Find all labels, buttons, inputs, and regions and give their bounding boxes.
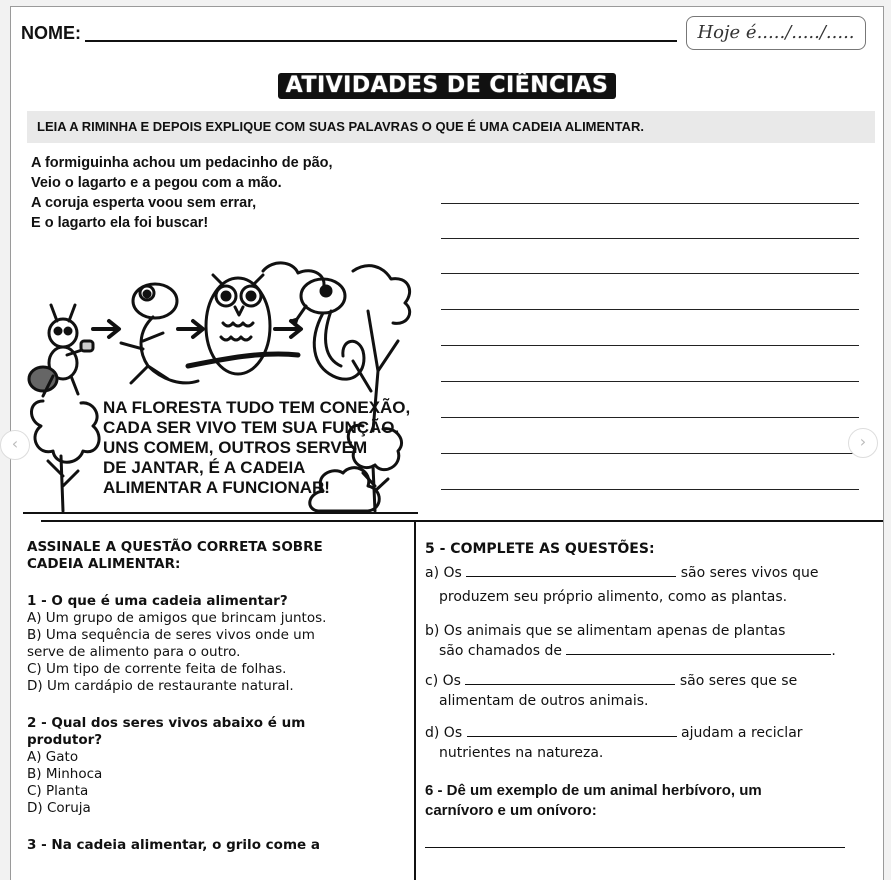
answer-line[interactable]: [441, 381, 859, 382]
section-divider: [41, 520, 883, 522]
illustration-caption-line: UNS COMEM, OUTROS SERVEM: [103, 438, 368, 457]
question-3: 3 - Na cadeia alimentar, o grilo come a: [27, 837, 320, 853]
illustration-caption-line: ALIMENTAR A FUNCIONAR!: [103, 478, 330, 497]
answer-line[interactable]: [441, 489, 859, 490]
answer-line[interactable]: [441, 309, 859, 310]
food-chain-illustration: [23, 251, 418, 519]
item-c-prefix: c) Os: [425, 673, 461, 689]
item-a-blank[interactable]: [466, 576, 676, 577]
item-b-suffix: .: [831, 643, 836, 659]
option-b[interactable]: B) Minhoca: [27, 766, 103, 782]
option-a[interactable]: A) Gato: [27, 749, 79, 765]
option-a[interactable]: A) Um grupo de amigos que brincam juntos.: [27, 610, 327, 626]
date-box: Hoje é...../...../.....: [686, 16, 866, 50]
item-b-line1: b) Os animais que se alimentam apenas de plantas: [425, 623, 786, 639]
item-b-prefix: são chamados de: [439, 643, 562, 659]
name-line: [85, 40, 677, 42]
fill-in-section: [425, 539, 865, 848]
poem: [31, 153, 333, 233]
answer-line[interactable]: [441, 345, 859, 346]
answer-line[interactable]: [441, 203, 859, 204]
question-6: 6 - Dê um exemplo de um animal herbívoro, um: [425, 782, 762, 799]
page-title-wrap: [11, 73, 883, 99]
section-heading: CADEIA ALIMENTAR:: [27, 556, 181, 572]
illustration-caption-line: CADA SER VIVO TEM SUA FUNÇÃO.: [103, 418, 400, 437]
column-divider: [414, 520, 416, 880]
illustration-caption-line: NA FLORESTA TUDO TEM CONEXÃO,: [103, 398, 411, 417]
option-d[interactable]: D) Um cardápio de restaurante natural.: [27, 678, 294, 694]
answer-line[interactable]: [441, 453, 859, 454]
item-c-line2: alimentam de outros animais.: [439, 693, 649, 709]
section-heading: 5 - COMPLETE AS QUESTÕES:: [425, 541, 655, 557]
worksheet: [10, 6, 884, 880]
answer-line[interactable]: [441, 273, 859, 274]
poem-line: E o lagarto ela foi buscar!: [31, 215, 209, 231]
item-d-blank[interactable]: [467, 736, 677, 737]
item-a-line2: produzem seu próprio alimento, como as plantas.: [439, 589, 788, 605]
page-title: ATIVIDADES DE CIÊNCIAS: [278, 73, 617, 99]
poem-line: A coruja esperta voou sem errar,: [31, 195, 257, 211]
item-a-prefix: a) Os: [425, 565, 462, 581]
option-c[interactable]: C) Planta: [27, 783, 89, 799]
answer-line[interactable]: [441, 417, 859, 418]
item-d-prefix: d) Os: [425, 725, 463, 741]
item-c-blank[interactable]: [465, 684, 675, 685]
item-d-line2: nutrientes na natureza.: [439, 745, 604, 761]
question-6-cont: carnívoro e um onívoro:: [425, 802, 597, 819]
answer-line[interactable]: [441, 238, 859, 239]
question-1: 1 - O que é uma cadeia alimentar?: [27, 593, 288, 609]
option-b-cont: serve de alimento para o outro.: [27, 644, 241, 660]
option-c[interactable]: C) Um tipo de corrente feita de folhas.: [27, 661, 287, 677]
item-c-suffix: são seres que se: [679, 673, 798, 689]
carousel-next-icon[interactable]: ›: [848, 428, 878, 458]
name-field[interactable]: [21, 17, 681, 47]
multiple-choice-section: [27, 539, 407, 854]
item-b-blank[interactable]: [566, 654, 831, 655]
option-b[interactable]: B) Uma sequência de seres vivos onde um: [27, 627, 315, 643]
poem-line: A formiguinha achou um pedacinho de pão,: [31, 155, 333, 171]
illustration-caption-line: DE JANTAR, É A CADEIA: [103, 458, 306, 477]
item-d-suffix: ajudam a reciclar: [681, 725, 803, 741]
instruction-banner: LEIA A RIMINHA E DEPOIS EXPLIQUE COM SUAS PALAVRAS O QUE É UMA CADEIA ALIMENTAR.: [27, 111, 875, 143]
section-heading: ASSINALE A QUESTÃO CORRETA SOBRE: [27, 539, 323, 555]
question-2: 2 - Qual dos seres vivos abaixo é um: [27, 715, 306, 731]
question-2-cont: produtor?: [27, 732, 103, 748]
option-d[interactable]: D) Coruja: [27, 800, 91, 816]
carousel-prev-icon[interactable]: ‹: [0, 430, 30, 460]
answer-line[interactable]: [425, 847, 845, 848]
name-label: NOME:: [21, 23, 81, 43]
poem-line: Veio o lagarto e a pegou com a mão.: [31, 175, 282, 191]
item-a-suffix: são seres vivos que: [680, 565, 819, 581]
